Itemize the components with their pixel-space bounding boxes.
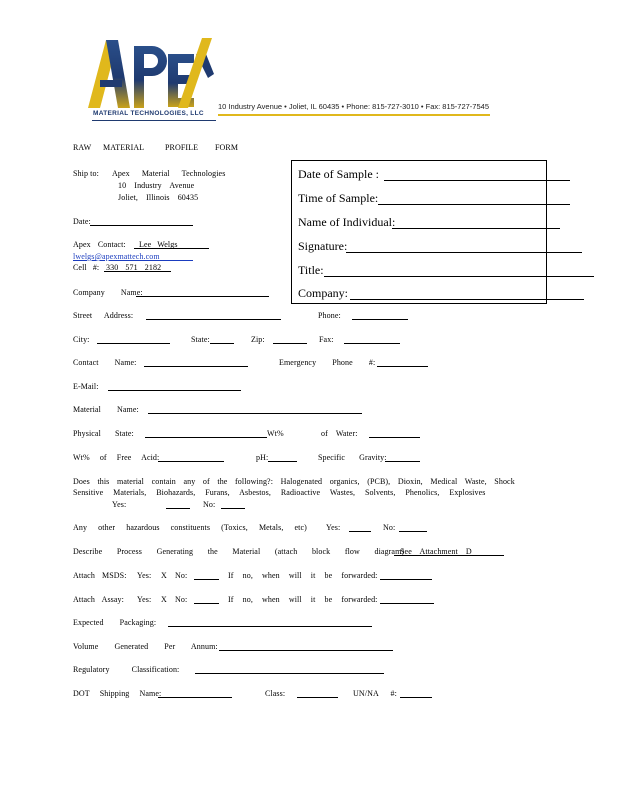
ship-to-line2: 10 Industry Avenue bbox=[118, 181, 195, 190]
hazardous-yes-field[interactable] bbox=[349, 531, 371, 532]
expected-packaging-label: Expected Packaging: bbox=[73, 618, 157, 627]
email-field[interactable] bbox=[108, 390, 241, 391]
attach-msds-yes-mark[interactable]: X bbox=[161, 571, 167, 580]
of-water-field[interactable] bbox=[369, 437, 420, 438]
zip-field[interactable] bbox=[273, 343, 307, 344]
contains-yes-label: Yes: bbox=[112, 500, 127, 509]
regulatory-classification-label: Regulatory Classification: bbox=[73, 665, 180, 674]
describe-process-label: Describe Process Generating the Material (attach block flow diagram) bbox=[73, 547, 405, 556]
zip-label: Zip: bbox=[251, 335, 265, 344]
form-title-word: MATERIAL bbox=[103, 143, 145, 152]
volume-generated-label: Volume Generated Per Annum: bbox=[73, 642, 218, 651]
title-field[interactable] bbox=[324, 276, 594, 277]
cell-label: Cell #: bbox=[73, 263, 100, 272]
contains-no-label: No: bbox=[203, 500, 216, 509]
fax-field[interactable] bbox=[344, 343, 400, 344]
dot-shipping-name-label: DOT Shipping Name: bbox=[73, 689, 162, 698]
dot-un-na-label: UN/NA #: bbox=[353, 689, 397, 698]
contact-name-label: Contact Name: bbox=[73, 358, 137, 367]
fax-label: Fax: bbox=[319, 335, 334, 344]
expected-packaging-field[interactable] bbox=[168, 626, 372, 627]
emergency-phone-field[interactable] bbox=[377, 366, 428, 367]
form-title-word: RAW bbox=[73, 143, 92, 152]
cell-number: 330 571 2182 bbox=[106, 263, 162, 272]
time-of-sample-label: Time of Sample: bbox=[298, 191, 379, 205]
ship-to-line3: Joliet, Illinois 60435 bbox=[118, 193, 199, 202]
volume-generated-field[interactable] bbox=[219, 650, 393, 651]
ph-label: pH: bbox=[256, 453, 269, 462]
attach-msds-forward-field[interactable] bbox=[380, 579, 432, 580]
attach-msds-label: Attach MSDS: bbox=[73, 571, 127, 580]
ship-to-label: Ship to: bbox=[73, 169, 99, 178]
date-label: Date: bbox=[73, 217, 91, 226]
phone-field[interactable] bbox=[352, 319, 408, 320]
attach-msds-yes-label: Yes: bbox=[137, 571, 152, 580]
attach-assay-yes-mark[interactable]: X bbox=[161, 595, 167, 604]
physical-state-field[interactable] bbox=[145, 437, 267, 438]
of-water-label: of Water: bbox=[321, 429, 358, 438]
company-label: Company: bbox=[298, 286, 348, 300]
attach-msds-if-no: If no, when will it be forwarded: bbox=[228, 571, 378, 580]
attach-assay-yes-label: Yes: bbox=[137, 595, 152, 604]
hazardous-no-label: No: bbox=[383, 523, 396, 532]
contains-question-line2: Sensitive Materials, Biohazards, Furans, Asbestos, Radioactive Wastes, Solvents, Phenolics, Explosives bbox=[73, 488, 486, 497]
time-of-sample-field[interactable] bbox=[378, 204, 570, 205]
date-field[interactable] bbox=[90, 225, 193, 226]
apex-contact-underline bbox=[134, 248, 209, 249]
attach-msds-no-field[interactable] bbox=[194, 579, 219, 580]
city-field[interactable] bbox=[97, 343, 170, 344]
wt-free-acid-label: Wt% of Free Acid: bbox=[73, 453, 160, 462]
street-address-label: Street Address: bbox=[73, 311, 134, 320]
company-address-line: 10 Industry Avenue • Joliet, IL 60435 • Phone: 815-727-3010 • Fax: 815-727-7545 bbox=[218, 102, 489, 111]
date-of-sample-label: Date of Sample : bbox=[298, 167, 379, 181]
specific-gravity-field[interactable] bbox=[385, 461, 420, 462]
attach-assay-label: Attach Assay: bbox=[73, 595, 124, 604]
signature-label: Signature: bbox=[298, 239, 348, 253]
apex-contact-name: Lee Welgs bbox=[139, 240, 178, 249]
contains-yes-field[interactable] bbox=[166, 508, 190, 509]
company-field[interactable] bbox=[350, 299, 584, 300]
wt-free-acid-field[interactable] bbox=[158, 461, 224, 462]
contains-no-field[interactable] bbox=[221, 508, 245, 509]
specific-gravity-label: Specific Gravity: bbox=[318, 453, 387, 462]
attach-assay-forward-field[interactable] bbox=[380, 603, 434, 604]
name-of-individual-label: Name of Individual: bbox=[298, 215, 396, 229]
cell-underline bbox=[104, 271, 171, 272]
header-rule-blue bbox=[92, 120, 216, 121]
dot-class-field[interactable] bbox=[297, 697, 338, 698]
physical-state-label: Physical State: bbox=[73, 429, 134, 438]
date-of-sample-field[interactable] bbox=[384, 180, 570, 181]
hazardous-no-field[interactable] bbox=[399, 531, 427, 532]
hazardous-yes-label: Yes: bbox=[326, 523, 341, 532]
contains-question-line1: Does this material contain any of the following?: Halogenated organics, (PCB), Dioxin, Medical Waste, Shock bbox=[73, 477, 515, 486]
email-underline bbox=[148, 260, 193, 261]
contact-name-field[interactable] bbox=[144, 366, 248, 367]
material-name-label: Material Name: bbox=[73, 405, 139, 414]
phone-label: Phone: bbox=[318, 311, 341, 320]
sample-info-box bbox=[291, 160, 547, 304]
title-label: Title: bbox=[298, 263, 324, 277]
dot-shipping-name-field[interactable] bbox=[158, 697, 232, 698]
describe-process-underline bbox=[394, 555, 504, 556]
company-name-field[interactable] bbox=[136, 296, 269, 297]
state-label: State: bbox=[191, 335, 210, 344]
ship-to-line1: Apex Material Technologies bbox=[112, 169, 226, 178]
attach-msds-no-label: No: bbox=[175, 571, 188, 580]
form-title-word: PROFILE bbox=[165, 143, 199, 152]
ph-field[interactable] bbox=[268, 461, 297, 462]
city-label: City: bbox=[73, 335, 90, 344]
regulatory-classification-field[interactable] bbox=[195, 673, 384, 674]
apex-logo-mark bbox=[84, 36, 214, 112]
material-name-field[interactable] bbox=[148, 413, 362, 414]
describe-process-value: See Attachment D bbox=[400, 547, 472, 556]
email-label: E-Mail: bbox=[73, 382, 99, 391]
wt-pct-label: Wt% bbox=[267, 429, 284, 438]
apex-contact-label: Apex Contact: bbox=[73, 240, 126, 249]
street-address-field[interactable] bbox=[146, 319, 281, 320]
apex-contact-email[interactable]: lwelgs@apexmattech.com bbox=[73, 252, 160, 261]
attach-assay-no-label: No: bbox=[175, 595, 188, 604]
emergency-phone-label: Emergency Phone #: bbox=[279, 358, 376, 367]
attach-assay-if-no: If no, when will it be forwarded: bbox=[228, 595, 378, 604]
state-field[interactable] bbox=[210, 343, 234, 344]
name-of-individual-field[interactable] bbox=[392, 228, 560, 229]
attach-assay-no-field[interactable] bbox=[194, 603, 219, 604]
signature-field[interactable] bbox=[346, 252, 582, 253]
logo-subtitle: MATERIAL TECHNOLOGIES, LLC bbox=[93, 110, 204, 117]
dot-un-na-field[interactable] bbox=[400, 697, 432, 698]
company-name-label: Company Name: bbox=[73, 288, 143, 297]
hazardous-label: Any other hazardous constituents (Toxics, Metals, etc) bbox=[73, 523, 307, 532]
header-rule bbox=[218, 114, 490, 116]
dot-class-label: Class: bbox=[265, 689, 286, 698]
form-title-word: FORM bbox=[215, 143, 239, 152]
